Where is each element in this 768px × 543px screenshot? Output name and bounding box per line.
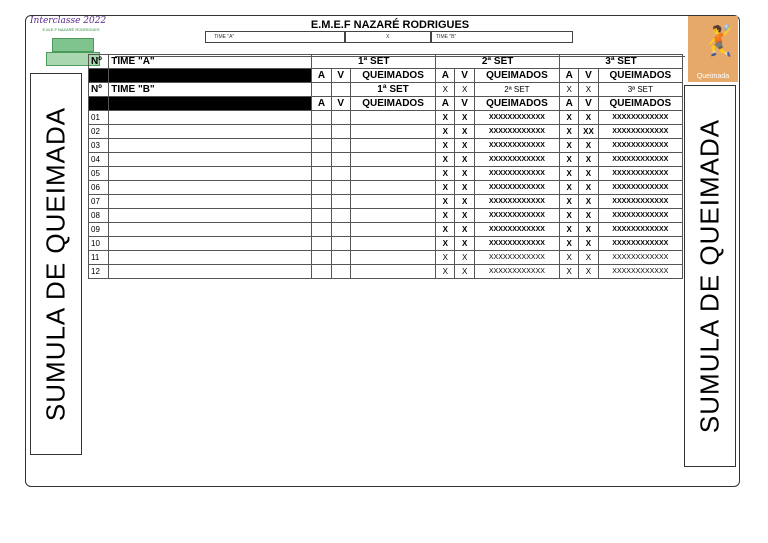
- x-cell[interactable]: X: [436, 111, 455, 125]
- x-cell[interactable]: X: [560, 125, 579, 139]
- team-b-label: TIME "B": [436, 34, 457, 40]
- score-cell[interactable]: [331, 223, 350, 237]
- x-cell[interactable]: X: [455, 167, 474, 181]
- queimados-cell[interactable]: [350, 139, 435, 153]
- set2-header: 2ª SET: [436, 55, 560, 69]
- score-cell[interactable]: [312, 125, 331, 139]
- filler-cell[interactable]: XXXXXXXXXXXX: [474, 153, 559, 167]
- queimados-cell[interactable]: [350, 223, 435, 237]
- table-row: [89, 223, 683, 237]
- filler-cell[interactable]: XXXXXXXXXXXX: [598, 139, 682, 153]
- x-cell[interactable]: X: [455, 153, 474, 167]
- table-row: [89, 251, 683, 265]
- queimados-cell[interactable]: [350, 167, 435, 181]
- x-cell[interactable]: X: [579, 83, 598, 97]
- school-title: E.M.E.F NAZARÉ RODRIGUES: [310, 19, 470, 31]
- x-cell[interactable]: X: [436, 167, 455, 181]
- x-cell[interactable]: X: [455, 83, 474, 97]
- queimada-logo: [688, 16, 738, 82]
- score-cell[interactable]: [331, 125, 350, 139]
- x-cell[interactable]: X: [455, 111, 474, 125]
- team-a-header: [109, 55, 312, 69]
- row-number: 05: [89, 167, 109, 181]
- col-a: A: [436, 69, 455, 83]
- side-title-left-text: SUMULA DE QUEIMADA: [40, 106, 71, 422]
- col-v: V: [331, 69, 350, 83]
- queimados-cell[interactable]: [350, 209, 435, 223]
- col-queimados: QUEIMADOS: [598, 69, 682, 83]
- set1-header-b: 1ª SET: [350, 83, 435, 97]
- col-queimados: QUEIMADOS: [474, 69, 559, 83]
- col-queimados: QUEIMADOS: [598, 97, 682, 111]
- filler-cell[interactable]: XXXXXXXXXXXX: [474, 209, 559, 223]
- filler-cell[interactable]: XXXXXXXXXXXX: [598, 195, 682, 209]
- row-number: 12: [89, 265, 109, 279]
- player-name-cell[interactable]: [109, 223, 312, 237]
- x-cell[interactable]: X: [560, 237, 579, 251]
- score-cell[interactable]: [331, 167, 350, 181]
- set3-header-b: 3ª SET: [598, 83, 682, 97]
- score-cell[interactable]: [312, 111, 331, 125]
- col-v: V: [331, 97, 350, 111]
- score-cell[interactable]: [331, 83, 350, 97]
- score-cell[interactable]: [331, 237, 350, 251]
- col-v: V: [579, 97, 598, 111]
- x-cell[interactable]: X: [579, 265, 598, 279]
- col-v: V: [455, 97, 474, 111]
- filler-cell[interactable]: XXXXXXXXXXXX: [598, 223, 682, 237]
- x-cell[interactable]: X: [579, 209, 598, 223]
- score-cell[interactable]: [331, 139, 350, 153]
- filler-cell[interactable]: XXXXXXXXXXXX: [474, 251, 559, 265]
- x-cell[interactable]: X: [579, 223, 598, 237]
- col-a: A: [436, 97, 455, 111]
- col-a: A: [312, 97, 331, 111]
- col-queimados: QUEIMADOS: [350, 69, 435, 83]
- score-cell[interactable]: [312, 265, 331, 279]
- queimados-cell[interactable]: [350, 111, 435, 125]
- set1-header: 1ª SET: [312, 55, 436, 69]
- x-cell[interactable]: X: [560, 195, 579, 209]
- filler-cell[interactable]: XXXXXXXXXXXX: [598, 111, 682, 125]
- x-cell[interactable]: X: [579, 111, 598, 125]
- team-a-header-label: TIME "A": [111, 55, 155, 67]
- x-cell[interactable]: X: [455, 125, 474, 139]
- x-cell[interactable]: X: [579, 195, 598, 209]
- row-number: 01: [89, 111, 109, 125]
- score-cell[interactable]: [312, 83, 331, 97]
- row-number: 07: [89, 195, 109, 209]
- x-cell[interactable]: X: [436, 125, 455, 139]
- filler-cell[interactable]: XXXXXXXXXXXX: [474, 223, 559, 237]
- score-cell[interactable]: [312, 167, 331, 181]
- queimados-cell[interactable]: [350, 125, 435, 139]
- queimados-cell[interactable]: [350, 265, 435, 279]
- row-number: 10: [89, 237, 109, 251]
- x-cell[interactable]: X: [455, 237, 474, 251]
- player-name-cell[interactable]: [109, 153, 312, 167]
- score-cell[interactable]: [312, 223, 331, 237]
- player-name-cell[interactable]: [109, 125, 312, 139]
- set2-header-b: 2ª SET: [474, 83, 559, 97]
- score-cell[interactable]: [312, 251, 331, 265]
- logo-subtitle: E.M.E.F NAZARÉ RODRIGUES: [42, 27, 100, 32]
- redacted-cell: [109, 69, 312, 83]
- x-cell[interactable]: X: [560, 139, 579, 153]
- score-cell[interactable]: [331, 251, 350, 265]
- filler-cell[interactable]: XXXXXXXXXXXX: [598, 181, 682, 195]
- team-b-header-row: [89, 83, 683, 97]
- col-number-header: Nº: [89, 55, 109, 69]
- player-name-cell[interactable]: [109, 251, 312, 265]
- filler-cell[interactable]: XXXXXXXXXXXX: [598, 237, 682, 251]
- col-queimados: QUEIMADOS: [474, 97, 559, 111]
- row-number: 11: [89, 251, 109, 265]
- filler-cell[interactable]: XXXXXXXXXXXX: [598, 265, 682, 279]
- player-name-cell[interactable]: [109, 209, 312, 223]
- x-cell[interactable]: X: [579, 139, 598, 153]
- logo-caption: Queimada: [696, 73, 730, 80]
- score-cell[interactable]: [312, 195, 331, 209]
- col-queimados: QUEIMADOS: [350, 97, 435, 111]
- score-cell[interactable]: [331, 195, 350, 209]
- score-table: [88, 54, 683, 279]
- filler-cell[interactable]: XXXXXXXXXXXX: [474, 181, 559, 195]
- player-rows: [89, 111, 683, 279]
- row-number: 04: [89, 153, 109, 167]
- table-row: [89, 237, 683, 251]
- x-cell[interactable]: X: [436, 181, 455, 195]
- score-cell[interactable]: [312, 139, 331, 153]
- x-cell[interactable]: X: [579, 251, 598, 265]
- team-b-name-field[interactable]: [431, 31, 573, 43]
- table-row: [89, 181, 683, 195]
- filler-cell[interactable]: XXXXXXXXXXXX: [474, 195, 559, 209]
- score-cell[interactable]: [331, 209, 350, 223]
- row-number: 02: [89, 125, 109, 139]
- filler-cell[interactable]: XXXXXXXXXXXX: [474, 111, 559, 125]
- redacted-cell: [89, 97, 109, 111]
- x-cell[interactable]: X: [455, 251, 474, 265]
- x-cell[interactable]: X: [455, 139, 474, 153]
- filler-cell[interactable]: XXXXXXXXXXXX: [474, 125, 559, 139]
- player-name-cell[interactable]: [109, 167, 312, 181]
- score-cell[interactable]: [331, 181, 350, 195]
- versus-label: X: [386, 34, 390, 40]
- side-title-right-text: SUMULA DE QUEIMADA: [694, 118, 725, 434]
- x-cell[interactable]: X: [579, 181, 598, 195]
- x-cell[interactable]: X: [436, 251, 455, 265]
- x-cell[interactable]: X: [560, 181, 579, 195]
- x-cell[interactable]: X: [436, 195, 455, 209]
- x-cell[interactable]: X: [579, 167, 598, 181]
- side-title-right: [684, 85, 736, 467]
- player-name-cell[interactable]: [109, 195, 312, 209]
- player-name-cell[interactable]: [109, 139, 312, 153]
- team-b-header: TIME "B": [109, 83, 312, 97]
- col-v: V: [579, 69, 598, 83]
- queimados-cell[interactable]: [350, 153, 435, 167]
- col-v: V: [455, 69, 474, 83]
- player-name-cell[interactable]: [109, 265, 312, 279]
- versus-box: [345, 31, 431, 43]
- x-cell[interactable]: X: [560, 83, 579, 97]
- team-a-subheader-row: [89, 69, 683, 83]
- x-cell[interactable]: X: [560, 111, 579, 125]
- table-row: [89, 153, 683, 167]
- side-title-left: [30, 73, 82, 455]
- player-name-cell[interactable]: [109, 111, 312, 125]
- table-row: [89, 195, 683, 209]
- table-row: [89, 209, 683, 223]
- queimados-cell[interactable]: [350, 181, 435, 195]
- x-cell[interactable]: X: [436, 223, 455, 237]
- team-a-label: TIME "A": [214, 34, 235, 40]
- score-cell[interactable]: [312, 153, 331, 167]
- x-cell[interactable]: X: [455, 181, 474, 195]
- redacted-cell: [109, 97, 312, 111]
- x-cell[interactable]: X: [455, 223, 474, 237]
- score-cell[interactable]: [331, 265, 350, 279]
- col-number-header: Nº: [89, 83, 109, 97]
- x-cell[interactable]: X: [560, 209, 579, 223]
- score-cell[interactable]: [312, 237, 331, 251]
- row-number: 03: [89, 139, 109, 153]
- x-cell[interactable]: X: [560, 251, 579, 265]
- logo-block-top: [52, 38, 94, 52]
- filler-cell[interactable]: XXXXXXXXXXXX: [598, 251, 682, 265]
- x-cell[interactable]: X: [560, 167, 579, 181]
- filler-cell[interactable]: XXXXXXXXXXXX: [598, 167, 682, 181]
- filler-cell[interactable]: XXXXXXXXXXXX: [598, 125, 682, 139]
- x-cell[interactable]: X: [436, 265, 455, 279]
- set3-header: 3ª SET: [560, 55, 683, 69]
- score-cell[interactable]: [312, 181, 331, 195]
- x-cell[interactable]: X: [436, 153, 455, 167]
- queimados-cell[interactable]: [350, 195, 435, 209]
- table-row: [89, 167, 683, 181]
- queimados-cell[interactable]: [350, 251, 435, 265]
- score-cell[interactable]: [312, 209, 331, 223]
- x-cell[interactable]: X: [436, 139, 455, 153]
- score-cell[interactable]: [331, 153, 350, 167]
- x-cell[interactable]: X: [560, 265, 579, 279]
- x-cell[interactable]: X: [560, 223, 579, 237]
- player-icon: 🤾: [700, 25, 738, 58]
- x-cell[interactable]: X: [455, 265, 474, 279]
- table-row: [89, 265, 683, 279]
- x-cell[interactable]: XX: [579, 125, 598, 139]
- team-a-name-field[interactable]: [205, 31, 345, 43]
- x-cell[interactable]: X: [579, 153, 598, 167]
- queimados-cell[interactable]: [350, 237, 435, 251]
- col-a: A: [312, 69, 331, 83]
- logo-title: Interclasse 2022: [30, 16, 107, 26]
- filler-cell[interactable]: XXXXXXXXXXXX: [474, 167, 559, 181]
- x-cell[interactable]: X: [436, 209, 455, 223]
- x-cell[interactable]: X: [436, 83, 455, 97]
- filler-cell[interactable]: XXXXXXXXXXXX: [474, 139, 559, 153]
- filler-cell[interactable]: XXXXXXXXXXXX: [474, 265, 559, 279]
- score-cell[interactable]: [331, 111, 350, 125]
- table-row: [89, 111, 683, 125]
- row-number: 08: [89, 209, 109, 223]
- table-row: [89, 125, 683, 139]
- x-cell[interactable]: X: [560, 153, 579, 167]
- row-number: 09: [89, 223, 109, 237]
- team-b-subheader-row: [89, 97, 683, 111]
- x-cell[interactable]: X: [455, 209, 474, 223]
- col-a: A: [560, 69, 579, 83]
- player-name-cell[interactable]: [109, 181, 312, 195]
- x-cell[interactable]: X: [579, 237, 598, 251]
- filler-cell[interactable]: XXXXXXXXXXXX: [598, 153, 682, 167]
- row-number: 06: [89, 181, 109, 195]
- redacted-cell: [89, 69, 109, 83]
- table-header-row: [89, 55, 683, 69]
- table-row: [89, 139, 683, 153]
- filler-cell[interactable]: XXXXXXXXXXXX: [474, 237, 559, 251]
- player-name-cell[interactable]: [109, 237, 312, 251]
- col-a: A: [560, 97, 579, 111]
- filler-cell[interactable]: XXXXXXXXXXXX: [598, 209, 682, 223]
- x-cell[interactable]: X: [455, 195, 474, 209]
- x-cell[interactable]: X: [436, 237, 455, 251]
